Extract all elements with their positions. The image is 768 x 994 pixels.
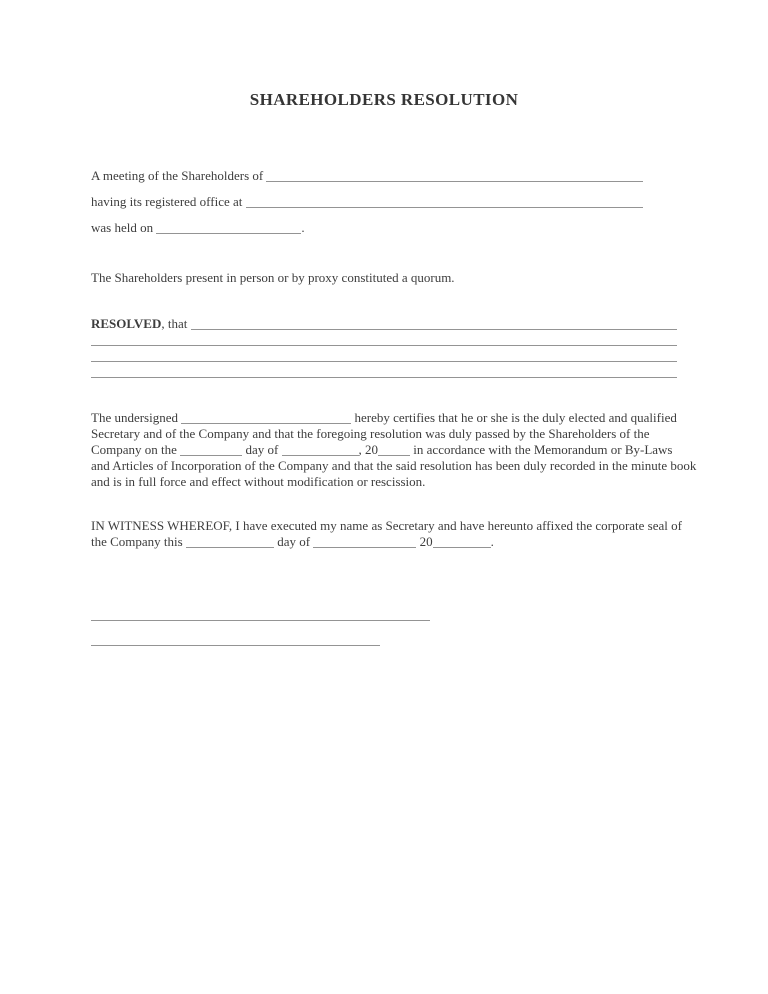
- text-run: ​ and is in full force and effect without modification or rescission.: [91, 474, 426, 489]
- text-line: [91, 332, 677, 348]
- text-run: , that: [161, 316, 191, 331]
- text-line: [91, 458, 697, 474]
- blank-field: [433, 544, 491, 548]
- text-run: .: [490, 534, 494, 549]
- text-run: ​ Secretary and of the Company and that the foregoing resolution was duly passed by the Shareholders of the: [91, 426, 650, 441]
- text-run: in accordance with the Memorandum or By-Laws: [410, 442, 673, 457]
- text-run: ​ having its registered office at: [91, 194, 246, 209]
- blank-field: [313, 544, 416, 548]
- blank-field: [266, 178, 643, 182]
- text-run: day of: [273, 534, 314, 549]
- blank-field: [91, 617, 430, 621]
- text-run: ​ was held on: [91, 220, 157, 235]
- text-line: [91, 518, 685, 534]
- blank-field: [91, 342, 677, 346]
- text-run: .: [301, 220, 305, 235]
- text-line: [91, 623, 491, 648]
- certification-paragraph: [91, 410, 697, 490]
- blank-field: [91, 642, 380, 646]
- text-line: [91, 442, 685, 458]
- blank-field: [180, 452, 242, 456]
- blank-field: [91, 358, 677, 362]
- text-run: 20: [416, 534, 433, 549]
- blank-field: [186, 544, 274, 548]
- text-line: [91, 158, 643, 184]
- text-run: ​ A meeting of the Shareholders of: [91, 168, 267, 183]
- text-run: ​ IN WITNESS WHEREOF, I have executed my name as Secretary and have hereunto affixed the corporate seal of: [91, 518, 682, 533]
- text-line: [91, 348, 677, 364]
- text-line: [91, 184, 643, 210]
- text-line: [91, 426, 685, 442]
- quorum-statement: [91, 270, 691, 286]
- text-line: [91, 598, 491, 623]
- signature-lines: [91, 598, 491, 648]
- text-line: [91, 364, 677, 380]
- text-line: [91, 270, 691, 286]
- blank-field: [191, 326, 677, 330]
- witness-clause: [91, 518, 685, 550]
- resolved-clause: [91, 316, 677, 380]
- opening-paragraph: [91, 158, 643, 236]
- text-line: [91, 316, 677, 332]
- blank-field: [282, 452, 359, 456]
- blank-field: [91, 374, 677, 378]
- text-run: ​ Company on the: [91, 442, 181, 457]
- text-run: , 20: [358, 442, 379, 457]
- text-line: [91, 474, 685, 490]
- bold-text-run: ​ RESOLVED: [91, 316, 162, 331]
- text-line: [91, 410, 685, 426]
- blank-field: [181, 420, 351, 424]
- blank-field: [246, 204, 643, 208]
- text-run: ​ The Shareholders present in person or by proxy constituted a quorum.: [91, 270, 455, 285]
- text-line: [91, 210, 643, 236]
- blank-field: [156, 230, 301, 234]
- blank-field: [378, 452, 410, 456]
- text-line: [91, 534, 685, 550]
- document-title: SHAREHOLDERS RESOLUTION: [249, 90, 519, 109]
- text-run: day of: [242, 442, 282, 457]
- text-run: hereby certifies that he or she is the duly elected and qualified: [351, 410, 677, 425]
- text-run: ​ and Articles of Incorporation of the Company and that the said resolution has been duly recorded in the minute book: [91, 458, 697, 473]
- text-run: ​ the Company this: [91, 534, 186, 549]
- text-run: ​ The undersigned: [91, 410, 182, 425]
